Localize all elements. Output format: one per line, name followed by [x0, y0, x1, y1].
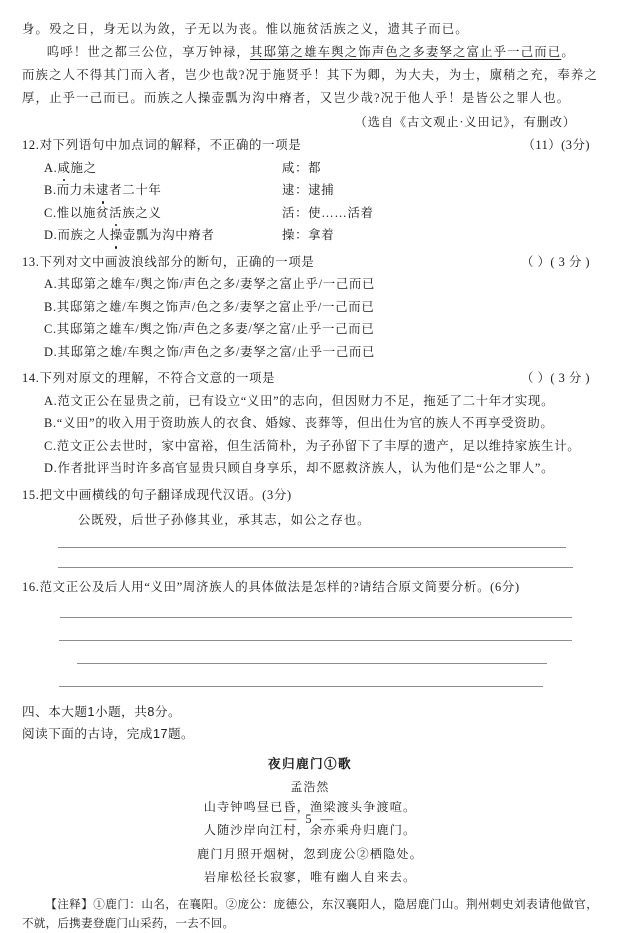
question-13-option-c[interactable]	[22, 318, 598, 341]
option-d-gloss-text: ：拿着	[295, 228, 335, 242]
option-b-text: “义田”的收入用于资助族人的衣食、婚嫁、丧葬等，但出仕为官的族人不再享受资助。	[56, 416, 554, 430]
classical-passage	[22, 18, 598, 110]
option-d-text: 作者批评当时许多高官显贵只顾自身享乐，却不愿救济族人，认为他们是“公之罪人”。	[57, 461, 555, 475]
passage-wavy-underlined-clause: 其邸第之雄车舆之饰声色之多妻孥之富止乎一己而已	[249, 45, 562, 59]
answer-line[interactable]	[58, 567, 573, 568]
page-number: — 5 —	[283, 812, 337, 826]
question-15-number: 15.	[22, 487, 40, 502]
option-a-label: A.	[44, 160, 58, 175]
option-d-prefix: 而族之人	[57, 228, 110, 242]
option-c-text: 其邸第之雄车/舆之饰/声色之多妻/孥之富/止乎一己而已	[56, 322, 375, 336]
question-13	[22, 251, 598, 364]
option-b-text: 其邸第之雄/车舆之饰声/色之多/妻孥之富止乎/一己而已	[56, 299, 375, 314]
option-b-dotted-char: 逮	[96, 179, 109, 202]
option-b-label: B.	[44, 183, 57, 197]
question-13-number: 13.	[22, 254, 40, 269]
option-a-dotted-char: 咸	[57, 157, 70, 180]
question-14-option-c[interactable]	[22, 435, 598, 458]
question-14-text: 下列对原文的理解，不符合文意的一项是	[39, 371, 276, 385]
option-a-text: 范文正公在显贵之前，已有设立“义田”的志向，但因财力不足，拖延了二十年才实现。	[57, 393, 555, 408]
option-c-label: C.	[44, 205, 57, 220]
option-c-dotted-char: 活	[109, 202, 122, 225]
question-14-option-d[interactable]	[22, 457, 598, 480]
section-4-heading: 四、本大题1小题，共8分。	[22, 704, 182, 719]
passage-line-3: 而族之人不得其门而入者，岂少也哉?况于施贤乎！其下为卿，为大夫，为士，廪稍之充，奉养之厚，止乎一己而已。而族之人操壶瓢为沟中瘠者，又岂少哉?况于他人乎！是皆公之罪人也。	[22, 68, 598, 105]
poem-line: 山寺钟鸣昼已昏，渔梁渡头争渡喧。	[203, 799, 417, 814]
option-a-gloss	[282, 157, 598, 180]
passage-line-1: 身。殁之日，身无以为敛，子无以为丧。惟以施贫活族之义，遗其子而已。	[22, 22, 469, 36]
option-c-gloss-key: 活	[282, 205, 296, 220]
option-d-label: D.	[44, 344, 58, 359]
option-a-label: A.	[44, 277, 58, 291]
question-13-option-b[interactable]	[22, 296, 598, 319]
option-c-gloss	[282, 202, 598, 225]
question-13-option-a[interactable]	[22, 273, 598, 296]
poem-line: 岩扉松径长寂寥，唯有幽人自来去。	[203, 870, 417, 884]
option-c-text	[44, 202, 282, 225]
option-d-label: D.	[44, 228, 58, 242]
poem-line: 人随沙岸向江村，余亦乘舟归鹿门。	[203, 823, 417, 837]
option-c-label: C.	[44, 322, 57, 336]
option-c-rest: 族之义	[122, 205, 162, 220]
passage-line-2	[22, 41, 598, 64]
question-13-stem	[22, 251, 598, 274]
option-a-gloss-key: 咸	[282, 160, 296, 175]
question-14-stem	[22, 367, 598, 390]
option-d-text	[44, 224, 282, 247]
option-c-text: 范文正公去世时，家中富裕，但生活简朴，为子孙留下了丰厚的遗产，足以维持家族生计。	[56, 438, 581, 453]
question-13-option-d[interactable]	[22, 341, 598, 364]
option-a-text	[44, 157, 282, 180]
option-b-gloss-text: ：逮捕	[295, 183, 335, 197]
option-b-label: B.	[44, 299, 57, 314]
option-d-text: 其邸第之雄/车舆之饰/声色之多/妻孥之富/止乎一己而已	[57, 344, 376, 359]
poem-title: 夜归鹿门①歌	[268, 756, 352, 771]
option-b-gloss	[282, 179, 598, 202]
option-c-prefix: 惟以施贫	[56, 205, 110, 220]
option-a-text: 其邸第之雄车/舆之饰/声色之多/妻孥之富止乎/一己而已	[57, 277, 376, 291]
option-a-label: A.	[44, 393, 58, 408]
option-b-rest: 者二十年	[109, 183, 162, 197]
question-15	[22, 484, 598, 532]
question-15-stem	[22, 484, 598, 507]
option-c-gloss-text: ：使……活着	[295, 205, 374, 220]
poem-author: 孟浩然	[290, 779, 330, 794]
question-13-text: 下列对文中画波浪线部分的断句，正确的一项是	[39, 254, 315, 269]
poem-line: 鹿门月照开烟树，忽到庞公②栖隐处。	[197, 846, 423, 861]
option-b-prefix: 而力未	[56, 183, 97, 197]
annotation-text: ①鹿门：山名，在襄阳。②庞公：庞德公，东汉襄阳人，隐居鹿门山。荆州刺史刘表请他做官，不就，后携妻登鹿门山采药，一去不回。	[22, 897, 598, 930]
option-d-gloss	[282, 224, 598, 247]
option-a-gloss-text: ：都	[295, 160, 322, 175]
option-d-label: D.	[44, 461, 58, 475]
option-d-gloss-key: 操	[282, 228, 296, 242]
question-12-text: 对下列语句中加点词的解释，不正确的一项是	[39, 138, 302, 152]
question-14-number: 14.	[22, 371, 40, 385]
question-14	[22, 367, 598, 480]
option-b-gloss-key: 逮	[282, 183, 296, 197]
question-14-option-b[interactable]	[22, 412, 598, 435]
question-12	[22, 134, 598, 247]
question-12-option-c[interactable]	[22, 202, 598, 225]
question-12-number: 12.	[22, 138, 40, 152]
question-15-text: 把文中画横线的句子翻译成现代汉语。(3分)	[39, 487, 292, 502]
question-12-marks: （11）(3分)	[522, 138, 590, 152]
question-13-marks: （ ）( 3 分 )	[520, 254, 590, 269]
question-16	[22, 576, 598, 599]
question-12-option-a[interactable]	[22, 157, 598, 180]
passage-line-2-post: 。	[561, 45, 575, 59]
option-a-rest: 施之	[70, 160, 97, 175]
question-16-stem	[22, 576, 598, 599]
section-4-instruction: 阅读下面的古诗，完成17题。	[22, 726, 195, 741]
option-d-rest: 壶瓢为沟中瘠者	[122, 228, 215, 242]
poem-annotation	[22, 895, 598, 933]
option-c-label: C.	[44, 438, 57, 453]
question-14-marks: （ ）( 3 分 )	[520, 371, 590, 385]
question-16-number: 16.	[22, 580, 40, 594]
question-14-option-a[interactable]	[22, 390, 598, 413]
question-15-sentence: 公既殁，后世子孙修其业，承其志，如公之存也。	[78, 513, 371, 527]
question-16-text: 范文正公及后人用“义田”周济族人的具体做法是怎样的?请结合原文简要分析。(6分)	[39, 580, 520, 594]
question-12-option-b[interactable]	[22, 179, 598, 202]
option-b-text	[44, 179, 282, 202]
question-12-stem	[22, 134, 598, 157]
annotation-label: 【注释】	[45, 897, 94, 911]
option-d-dotted-char: 操	[110, 224, 123, 247]
option-b-label: B.	[44, 416, 57, 430]
passage-line-2-pre: 呜呼！世之都三公位，享万钟禄，	[46, 45, 250, 59]
question-12-option-d[interactable]	[22, 224, 598, 247]
passage-source-attribution: （选自《古文观止·义田记》，有删改）	[354, 115, 576, 129]
